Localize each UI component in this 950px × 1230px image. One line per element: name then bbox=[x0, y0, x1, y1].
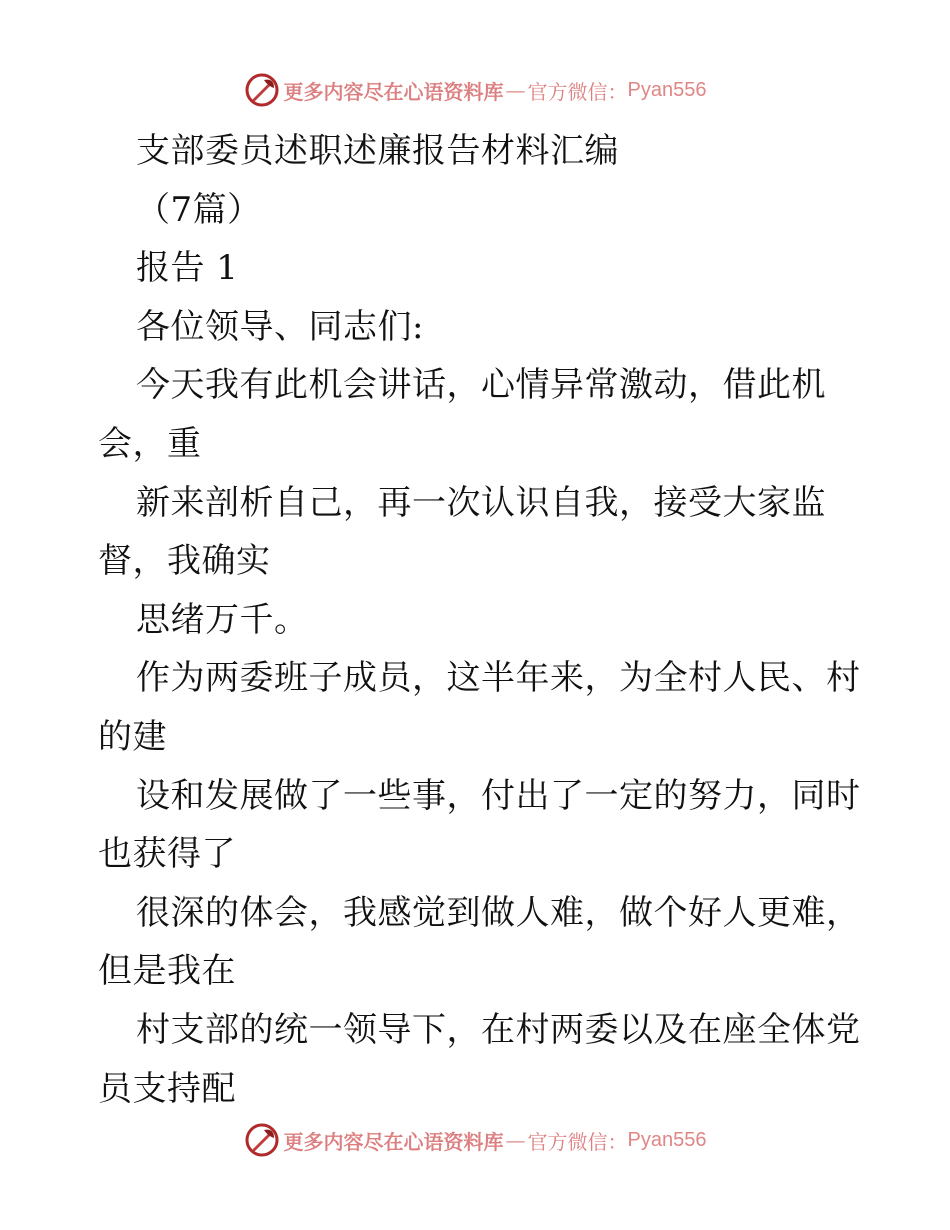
document-line: 今天我有此机会讲话，心情异常激动，借此机 bbox=[136, 365, 826, 406]
document-line: 新来剖析自己，再一次认识自我，接受大家监 bbox=[136, 482, 826, 523]
document-line: 督，我确实 bbox=[98, 541, 271, 582]
quill-logo-icon bbox=[244, 72, 280, 108]
document-line: 员支持配 bbox=[98, 1068, 236, 1109]
watermark-wechat-label: 官方微信： bbox=[527, 79, 628, 104]
document-line: 也获得了 bbox=[98, 834, 236, 875]
document-line: 村支部的统一领导下，在村两委以及在座全体党 bbox=[136, 1009, 861, 1050]
watermark-banner-top bbox=[0, 72, 950, 108]
document-line: 报告 1 bbox=[136, 248, 239, 289]
document-body bbox=[98, 122, 868, 1118]
document-line: 会，重 bbox=[98, 423, 202, 464]
watermark-dash: — bbox=[505, 1128, 526, 1152]
document-line: 设和发展做了一些事，付出了一定的努力，同时 bbox=[136, 775, 861, 816]
quill-logo-icon bbox=[244, 1122, 280, 1158]
document-line: 思绪万千。 bbox=[136, 599, 309, 640]
document-line: 很深的体会，我感觉到做人难，做个好人更难， bbox=[136, 892, 861, 933]
watermark-banner-bottom bbox=[0, 1122, 950, 1158]
document-line: 的建 bbox=[98, 716, 167, 757]
document-line: 支部委员述职述廉报告材料汇编 bbox=[136, 131, 619, 171]
watermark-wechat-id: Pyan556 bbox=[627, 1128, 707, 1151]
document-line: 作为两委班子成员，这半年来，为全村人民、村 bbox=[136, 658, 861, 699]
watermark-text: 更多内容尽在心语资料库 bbox=[283, 1129, 504, 1154]
watermark-wechat-id: Pyan556 bbox=[627, 78, 707, 101]
document-line: 但是我在 bbox=[98, 951, 236, 992]
watermark-text: 更多内容尽在心语资料库 bbox=[283, 79, 504, 104]
document-line: （7篇） bbox=[136, 189, 262, 230]
watermark-wechat-label: 官方微信： bbox=[527, 1129, 628, 1154]
document-line: 各位领导、同志们: bbox=[136, 306, 424, 347]
watermark-dash: — bbox=[505, 78, 526, 102]
